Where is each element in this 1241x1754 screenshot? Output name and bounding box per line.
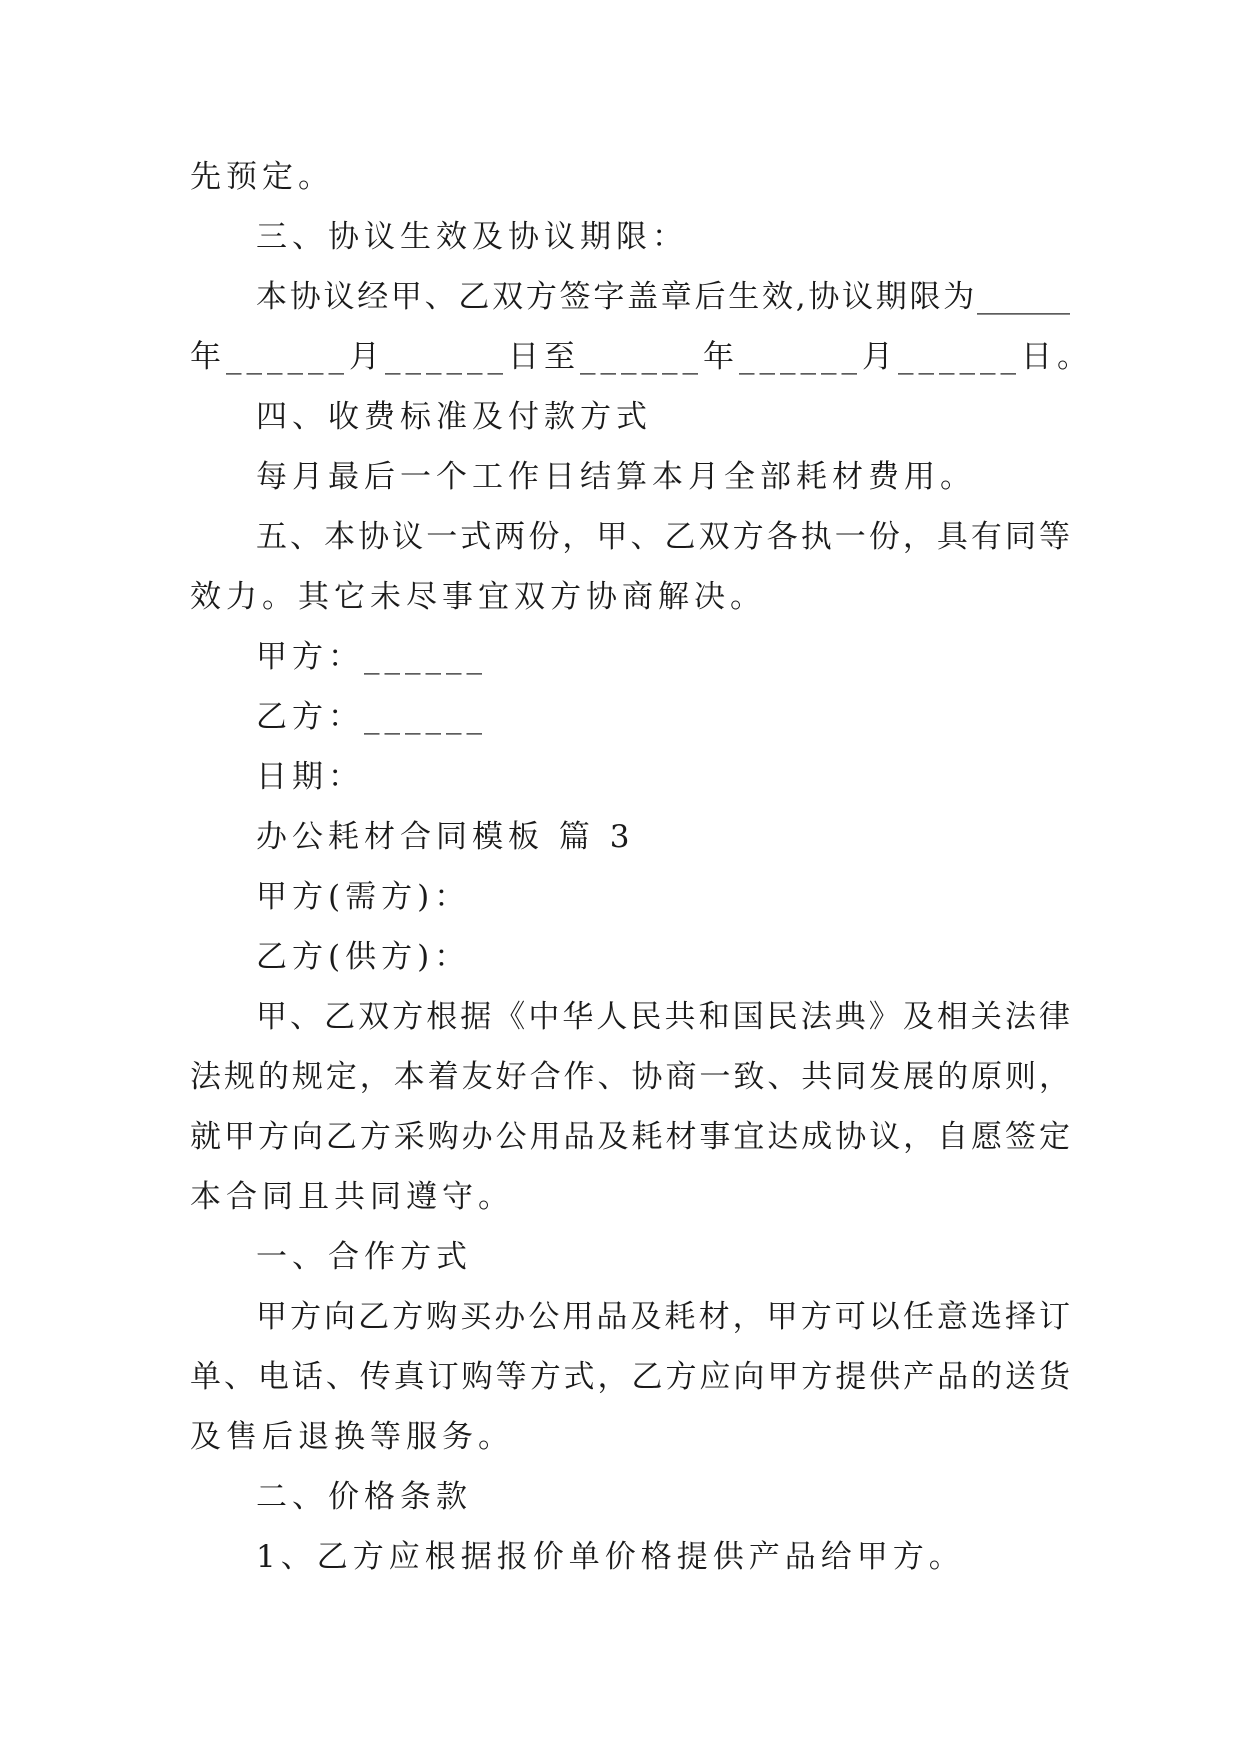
body-line: 年______月______日至______年______月______日。 bbox=[190, 339, 1093, 375]
party-a-label: 甲方(需方)： bbox=[256, 879, 471, 915]
section-heading-2: 二、价格条款 bbox=[256, 1479, 472, 1515]
section-heading-4: 四、收费标准及付款方式 bbox=[256, 399, 652, 435]
body-line: 及售后退换等服务。 bbox=[190, 1419, 514, 1455]
body-line: 甲、乙双方根据《中华人民共和国民法典》及相关法律 bbox=[256, 999, 1070, 1035]
body-line: 法规的规定，本着友好合作、协商一致、共同发展的原则， bbox=[190, 1059, 1070, 1095]
body-line: 每月最后一个工作日结算本月全部耗材费用。 bbox=[256, 459, 976, 495]
body-line: 单、电话、传真订购等方式，乙方应向甲方提供产品的送货 bbox=[190, 1359, 1070, 1395]
body-line: 就甲方向乙方采购办公用品及耗材事宜达成协议，自愿签定 bbox=[190, 1119, 1070, 1155]
template-title: 办公耗材合同模板 篇 3 bbox=[256, 819, 635, 855]
section-heading-1: 一、合作方式 bbox=[256, 1239, 472, 1275]
body-line: 先预定。 bbox=[190, 159, 334, 195]
body-line: 五、本协议一式两份，甲、乙双方各执一份，具有同等 bbox=[256, 519, 1070, 555]
body-line: 本合同且共同遵守。 bbox=[190, 1179, 514, 1215]
body-line: 1、乙方应根据报价单价格提供产品给甲方。 bbox=[256, 1539, 965, 1575]
party-b-label: 乙方(供方)： bbox=[256, 939, 471, 975]
party-b-signature-line: 乙方：______ bbox=[256, 699, 487, 735]
body-line: 效力。其它未尽事宜双方协商解决。 bbox=[190, 579, 766, 615]
body-line: 本协议经甲、乙双方签字盖章后生效,协议期限为______ bbox=[256, 279, 1070, 315]
party-a-signature-line: 甲方：______ bbox=[256, 639, 487, 675]
section-heading-3: 三、协议生效及协议期限： bbox=[256, 219, 688, 255]
body-line: 甲方向乙方购买办公用品及耗材，甲方可以任意选择订 bbox=[256, 1299, 1070, 1335]
date-line: 日期： bbox=[256, 759, 364, 795]
